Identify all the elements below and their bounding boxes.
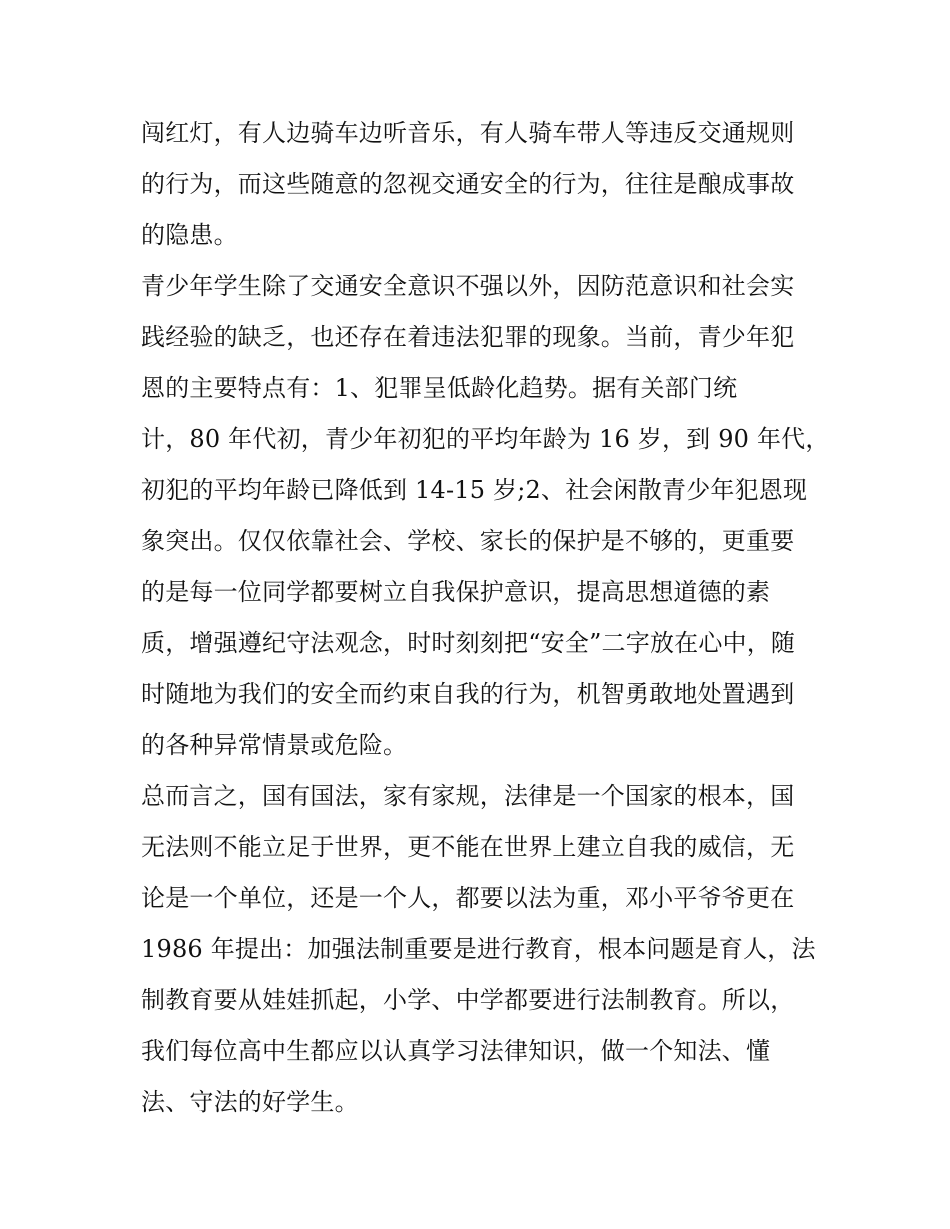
text-line: 初犯的平均年龄已降低到 14-15 岁;2、社会闲散青少年犯恩现	[141, 476, 808, 504]
text-line: 的是每一位同学都要树立自我保护意识，提高思想道德的素	[141, 578, 771, 606]
text-line: 总而言之，国有国法，家有家规，法律是一个国家的根本，国	[141, 782, 795, 810]
text-line: 制教育要从娃娃抓起，小学、中学都要进行法制教育。所以，	[141, 986, 795, 1014]
text-line: 象突出。仅仅依靠社会、学校、家长的保护是不够的，更重要	[141, 527, 795, 555]
text-line: 践经验的缺乏，也还存在着违法犯罪的现象。当前，青少年犯	[141, 323, 795, 351]
text-line: 的行为，而这些随意的忽视交通安全的行为，往往是酿成事故	[141, 170, 795, 198]
text-line: 的各种异常情景或危险。	[141, 731, 408, 759]
text-line: 论是一个单位，还是一个人，都要以法为重，邓小平爷爷更在	[141, 884, 795, 912]
text-line: 青少年学生除了交通安全意识不强以外，因防范意识和社会实	[141, 272, 795, 300]
text-line: 无法则不能立足于世界，更不能在世界上建立自我的威信，无	[141, 833, 795, 861]
text-line: 闯红灯，有人边骑车边听音乐，有人骑车带人等违反交通规则	[141, 119, 795, 147]
text-line: 恩的主要特点有：1、犯罪呈低龄化趋势。据有关部门统	[141, 374, 738, 402]
text-line: 的隐患。	[141, 221, 238, 249]
text-line: 计，80 年代初，青少年初犯的平均年龄为 16 岁，到 90 年代，	[141, 425, 830, 453]
text-line: 法、守法的好学生。	[141, 1088, 359, 1116]
text-line: 我们每位高中生都应以认真学习法律知识，做一个知法、懂	[141, 1037, 771, 1065]
text-line: 质，增强遵纪守法观念，时时刻刻把“安全”二字放在心中，随	[141, 629, 796, 657]
text-line: 1986 年提出：加强法制重要是进行教育，根本问题是育人，法	[141, 935, 816, 963]
body-text	[141, 108, 830, 1128]
text-line: 时随地为我们的安全而约束自我的行为，机智勇敢地处置遇到	[141, 680, 795, 708]
